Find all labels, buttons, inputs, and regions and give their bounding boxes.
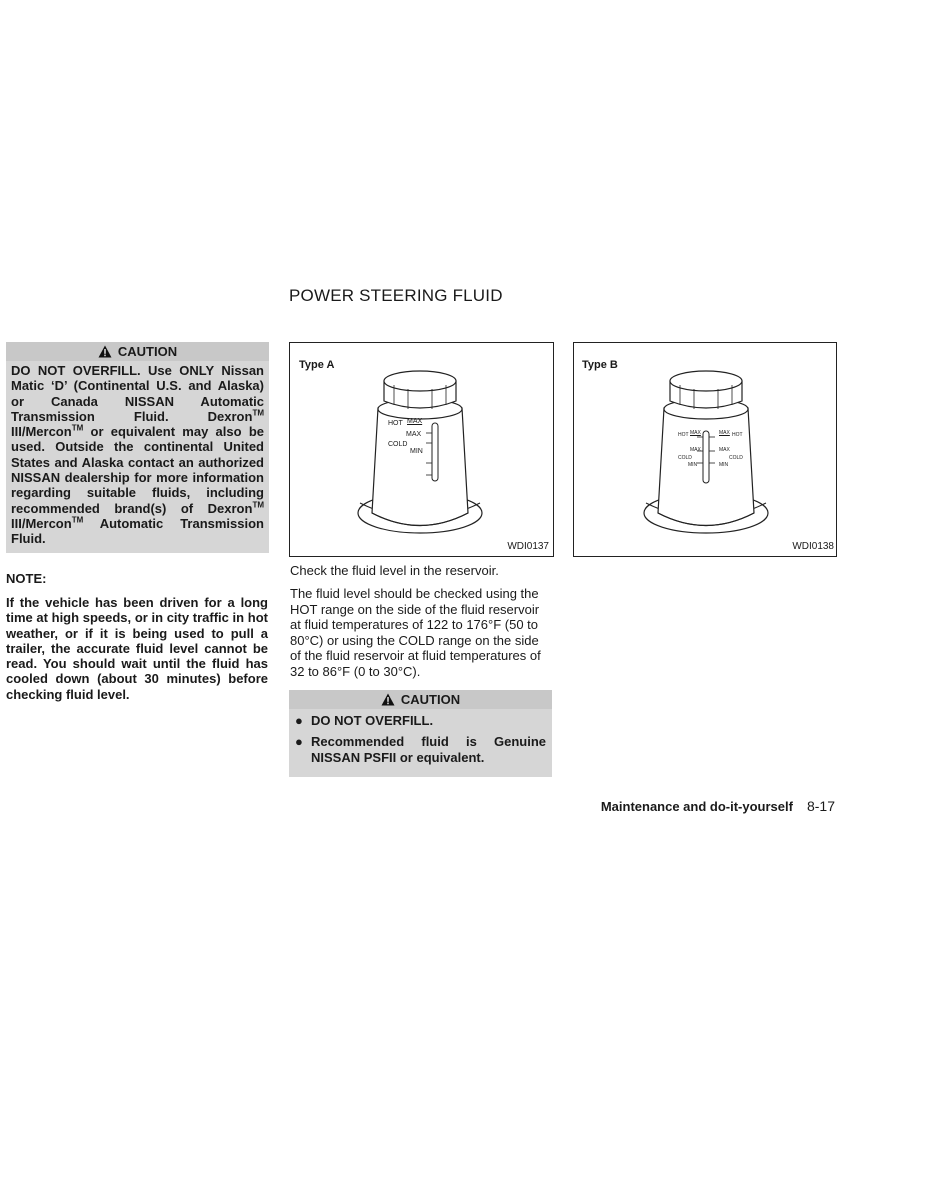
max-label: MAX	[719, 430, 730, 436]
figure-label: Type B	[582, 359, 618, 371]
warning-triangle-icon	[98, 344, 112, 363]
caution-heading: CAUTION	[6, 342, 269, 361]
reservoir-type-b-illustration	[636, 363, 776, 543]
figure-code: WDI0137	[507, 541, 549, 552]
list-item: ● DO NOT OVERFILL.	[295, 713, 434, 728]
hot-label: HOT	[732, 432, 743, 438]
max-label: MAX	[690, 430, 701, 436]
figure-code: WDI0138	[792, 541, 834, 552]
list-item: ● Recommended fluid is Genuine NISSAN PSFII or equivalent.	[295, 734, 546, 765]
min-label: MIN	[410, 448, 423, 455]
max-label: MAX	[719, 447, 730, 453]
figure-label: Type A	[299, 359, 335, 371]
warning-triangle-icon	[381, 692, 395, 711]
max-label: MAX	[690, 447, 701, 453]
cold-label: COLD	[678, 455, 692, 461]
caution-list	[289, 709, 552, 777]
caution-box-right	[289, 690, 552, 777]
note-body: If the vehicle has been driven for a long time at high speeds, or in city traffic in hot weather, or if it is being used to pull a trailer, the accurate fluid level cannot be read. You should wait until the fluid has cooled down (about 30 minutes) before checking fluid level.	[6, 595, 268, 702]
footer-section-name: Maintenance and do-it-yourself	[600, 799, 793, 814]
paragraph-check-fluid: Check the fluid level in the reservoir.	[290, 563, 499, 578]
page-number: 8-17	[806, 798, 835, 814]
caution-box-left	[6, 342, 269, 553]
min-label: MIN	[719, 462, 729, 468]
max-label: MAX	[407, 418, 423, 425]
paragraph-fluid-level: The fluid level should be checked using the HOT range on the side of the fluid reservoir at fluid temperatures of 122 to 176°F (50 to 80°C) or using the COLD range on the side of the fluid reservoir at fluid temperatures of 32 to 86°F (0 to 30°C).	[290, 586, 541, 679]
cold-label: COLD	[729, 455, 743, 461]
min-label: MIN	[688, 462, 698, 468]
max-label: MAX	[406, 431, 422, 438]
figure-type-a	[289, 342, 554, 557]
caution-text: DO NOT OVERFILL. Use ONLY Nissan Matic ‘D’ (Continental U.S. and Alaska) or Canada NISSAN Automatic Transmission Fluid. Dexron™ III/Mercon™ or equivalent may also be used. Outside the continental United States and Alaska contact an authorized NISSAN dealership for more information regarding suitable fluids, including recommended brand(s) of Dexron™ III/Mercon™ Automatic Transmission Fluid.	[11, 363, 264, 547]
page-footer	[601, 798, 835, 814]
hot-label: HOT	[388, 420, 403, 427]
caution-heading: CAUTION	[289, 690, 552, 709]
figure-type-b	[573, 342, 837, 557]
note-title: NOTE:	[6, 571, 47, 586]
section-title: POWER STEERING FLUID	[289, 286, 503, 305]
hot-label: HOT	[678, 432, 689, 438]
cold-label: COLD	[388, 441, 408, 448]
